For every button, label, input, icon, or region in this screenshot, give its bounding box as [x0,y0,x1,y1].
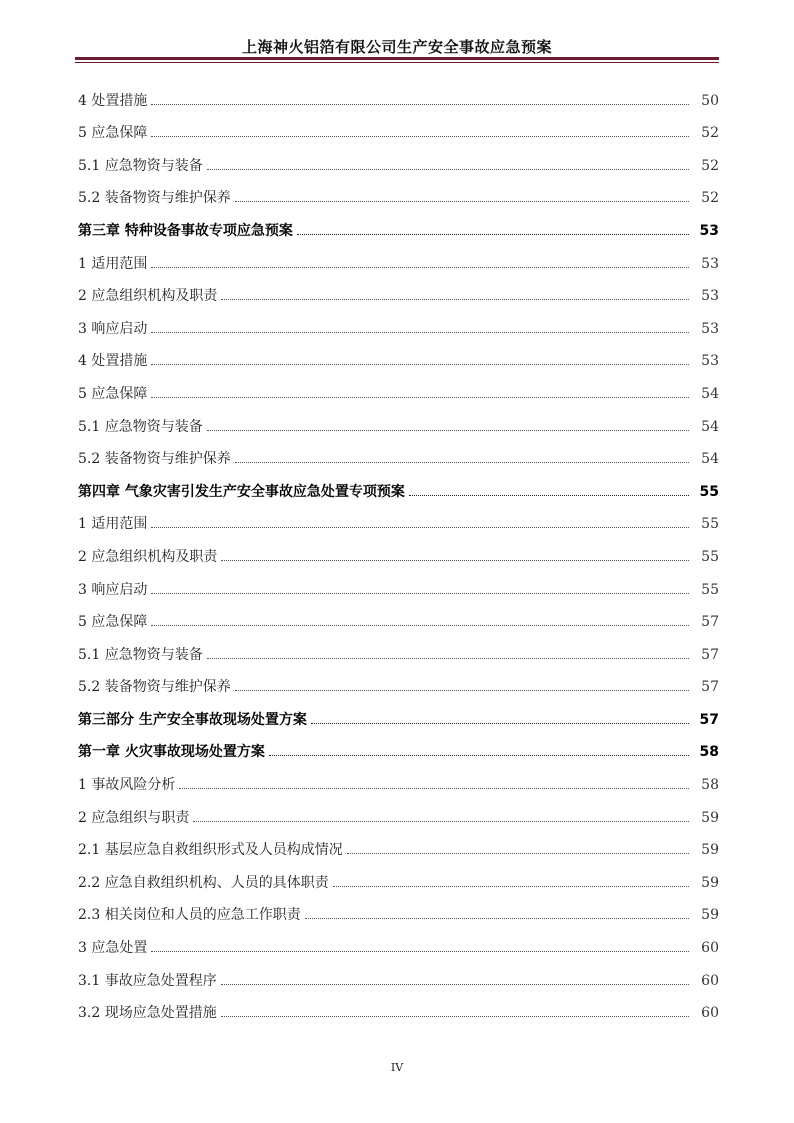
toc-entry-label: 1 适用范围 [78,516,148,533]
toc-entry-label: 2.2 应急自救组织机构、人员的具体职责 [78,874,329,891]
toc-dot-leader [269,754,689,756]
toc-entry-label: 5 应急保障 [78,125,148,142]
toc-dot-leader [151,266,689,268]
toc-entry[interactable] [75,922,719,955]
toc-entry[interactable] [75,336,719,369]
page-number: IV [390,1061,404,1074]
toc-entry-page: 53 [701,288,719,305]
toc-entry[interactable] [75,434,719,467]
header-rule-thin [75,62,719,63]
toc-dot-leader [193,820,689,822]
toc-entry-page: 54 [701,451,719,468]
toc-entry-label: 3.1 事故应急处置程序 [78,972,217,989]
toc-entry[interactable] [75,499,719,532]
page-header-title: 上海神火铝箔有限公司生产安全事故应急预案 [241,38,552,56]
toc-entry-page: 59 [701,907,719,924]
header-rule-thick [75,57,719,60]
toc-entry-page: 55 [701,548,719,565]
toc-entry[interactable] [75,955,719,988]
toc-dot-leader [151,950,689,952]
toc-dot-leader [311,722,689,724]
toc-entry-label: 2 应急组织与职责 [78,809,190,826]
toc-entry[interactable] [75,368,719,401]
toc-entry[interactable] [75,75,719,108]
toc-dot-leader [151,331,689,333]
toc-entry-page: 57 [699,711,719,728]
toc-entry-page: 58 [699,744,719,761]
toc-dot-leader [151,396,689,398]
toc-entry-page: 55 [701,581,719,598]
toc-dot-leader [305,917,689,919]
toc-entry[interactable] [75,825,719,858]
toc-entry-page: 57 [701,614,719,631]
toc-dot-leader [207,657,689,659]
toc-entry-page: 53 [701,255,719,272]
toc-entry-page: 53 [701,353,719,370]
toc-entry[interactable] [75,238,719,271]
toc-dot-leader [221,298,689,300]
toc-entry-page: 59 [701,842,719,859]
toc-chapter-entry[interactable] [75,727,719,760]
toc-entry-page: 53 [699,222,719,239]
toc-entry[interactable] [75,303,719,336]
toc-entry[interactable] [75,531,719,564]
toc-entry-label: 第三部分 生产安全事故现场处置方案 [78,711,307,728]
toc-entry-page: 53 [701,320,719,337]
toc-entry[interactable] [75,140,719,173]
toc-entry-label: 5.1 应急物资与装备 [78,157,203,174]
toc-entry-label: 5.1 应急物资与装备 [78,418,203,435]
toc-dot-leader [221,1015,689,1017]
toc-entry-page: 54 [701,418,719,435]
toc-chapter-entry[interactable] [75,694,719,727]
toc-entry-page: 52 [701,125,719,142]
toc-dot-leader [207,429,689,431]
toc-entry[interactable] [75,662,719,695]
toc-dot-leader [297,233,689,235]
toc-entry-page: 50 [701,92,719,109]
toc-entry-label: 3 应急处置 [78,940,148,957]
toc-entry-page: 54 [701,385,719,402]
toc-dot-leader [235,461,689,463]
toc-entry-label: 5.2 装备物资与维护保养 [78,190,231,207]
toc-entry-label: 第四章 气象灾害引发生产安全事故应急处置专项预案 [78,483,405,500]
toc-dot-leader [151,592,689,594]
toc-entry-label: 5.2 装备物资与维护保养 [78,451,231,468]
toc-entry[interactable] [75,857,719,890]
toc-chapter-entry[interactable] [75,466,719,499]
toc-dot-leader [151,135,689,137]
toc-entry-page: 57 [701,679,719,696]
toc-dot-leader [151,526,689,528]
toc-entry-page: 60 [701,1005,719,1022]
toc-entry-page: 55 [701,516,719,533]
toc-entry-page: 57 [701,646,719,663]
toc-entry-label: 3.2 现场应急处置措施 [78,1005,217,1022]
toc-dot-leader [409,494,689,496]
toc-entry-page: 60 [701,940,719,957]
toc-dot-leader [151,624,689,626]
toc-dot-leader [235,200,689,202]
toc-entry[interactable] [75,597,719,630]
toc-entry-label: 3 响应启动 [78,581,148,598]
toc-entry-page: 58 [701,777,719,794]
toc-entry-label: 5.1 应急物资与装备 [78,646,203,663]
toc-dot-leader [151,103,689,105]
toc-entry-label: 2.1 基层应急自救组织形式及人员构成情况 [78,842,343,859]
toc-entry-label: 5 应急保障 [78,614,148,631]
toc-entry-page: 52 [701,157,719,174]
toc-dot-leader [179,787,689,789]
toc-entry-label: 2 应急组织机构及职责 [78,548,218,565]
table-of-contents [75,75,719,1020]
toc-entry-label: 1 适用范围 [78,255,148,272]
toc-entry[interactable] [75,564,719,597]
toc-entry-label: 2 应急组织机构及职责 [78,288,218,305]
toc-entry-label: 4 处置措施 [78,92,148,109]
toc-entry[interactable] [75,271,719,304]
toc-entry-page: 60 [701,972,719,989]
toc-entry[interactable] [75,401,719,434]
toc-dot-leader [333,885,689,887]
toc-dot-leader [347,852,689,854]
toc-dot-leader [221,983,689,985]
toc-entry[interactable] [75,629,719,662]
toc-entry-page: 55 [699,483,719,500]
toc-dot-leader [151,363,689,365]
toc-entry-label: 第三章 特种设备事故专项应急预案 [78,222,293,239]
toc-entry-label: 5.2 装备物资与维护保养 [78,679,231,696]
toc-entry-label: 2.3 相关岗位和人员的应急工作职责 [78,907,301,924]
toc-entry-label: 第一章 火灾事故现场处置方案 [78,744,265,761]
toc-entry-label: 3 响应启动 [78,320,148,337]
toc-entry-label: 4 处置措施 [78,353,148,370]
toc-entry-page: 59 [701,809,719,826]
toc-entry-label: 1 事故风险分析 [78,777,176,794]
toc-dot-leader [221,559,689,561]
toc-entry-label: 5 应急保障 [78,385,148,402]
toc-entry[interactable] [75,792,719,825]
toc-dot-leader [235,689,689,691]
toc-entry-page: 59 [701,874,719,891]
toc-dot-leader [207,168,689,170]
toc-entry[interactable] [75,108,719,141]
toc-chapter-entry[interactable] [75,205,719,238]
toc-entry[interactable] [75,890,719,923]
toc-entry-page: 52 [701,190,719,207]
toc-entry[interactable] [75,173,719,206]
toc-entry[interactable] [75,988,719,1021]
toc-entry[interactable] [75,759,719,792]
